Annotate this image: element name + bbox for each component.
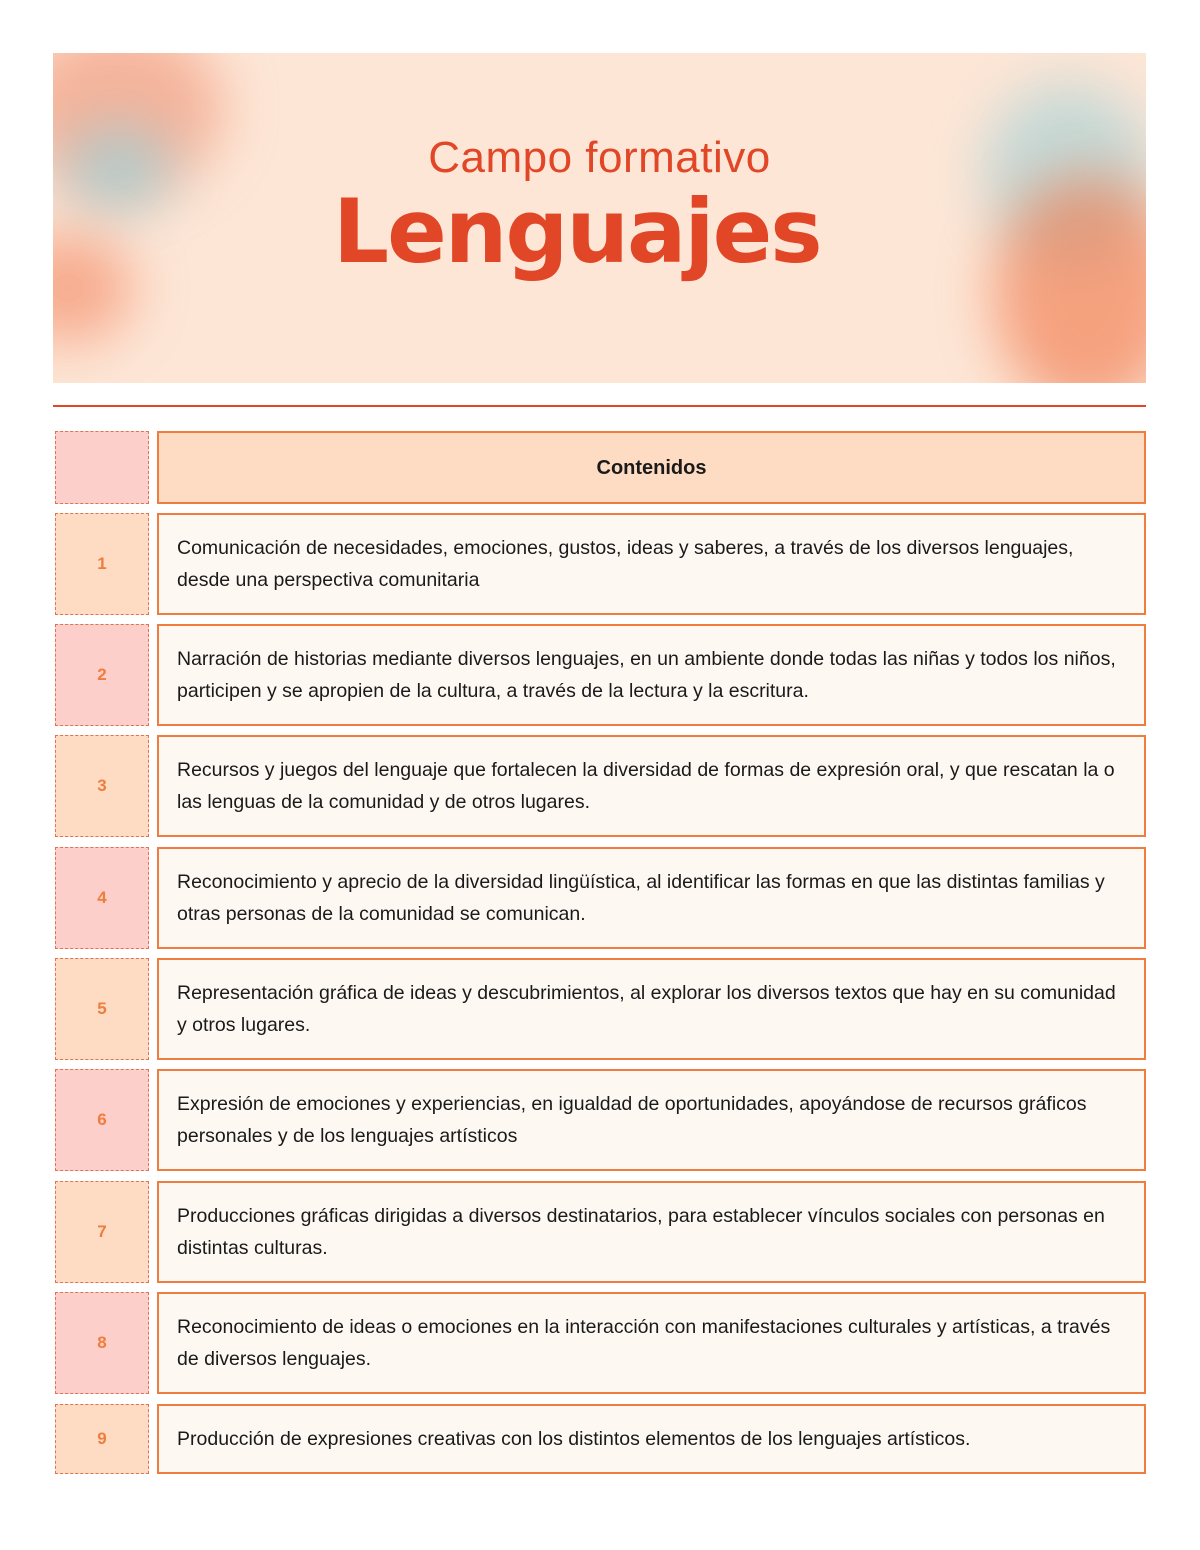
row-content-4: Reconocimiento y aprecio de la diversidad lingüística, al identificar las formas en que las distintas familias y otras personas de la comunidad se comunican. [157,847,1146,949]
decorative-gradient-blob [53,233,133,343]
header-banner [53,53,1146,383]
row-content-5: Representación gráfica de ideas y descubrimientos, al explorar los diversos textos que hay en su comunidad y otros lugares. [157,958,1146,1060]
row-content-9: Producción de expresiones creativas con los distintos elementos de los lenguajes artísticos. [157,1404,1146,1474]
row-number-8: 8 [55,1292,149,1394]
row-number-5: 5 [55,958,149,1060]
header-number-cell [55,431,149,504]
row-number-2: 2 [55,624,149,726]
row-number-7: 7 [55,1181,149,1283]
row-number-3: 3 [55,735,149,837]
row-number-6: 6 [55,1069,149,1171]
row-content-2: Narración de historias mediante diversos lenguajes, en un ambiente donde todas las niñas y todos los niños, participen y se apropien de la cultura, a través de la lectura y la escritura. [157,624,1146,726]
page-subtitle: Campo formativo [428,133,771,182]
row-number-1: 1 [55,513,149,615]
page-title: Lenguajes [333,180,821,283]
row-content-7: Producciones gráficas dirigidas a diversos destinatarios, para establecer vínculos sociales con personas en distintas culturas. [157,1181,1146,1283]
column-header-contenidos: Contenidos [157,431,1146,504]
row-number-9: 9 [55,1404,149,1474]
row-content-6: Expresión de emociones y experiencias, en igualdad de oportunidades, apoyándose de recursos gráficos personales y de los lenguajes artísticos [157,1069,1146,1171]
row-content-3: Recursos y juegos del lenguaje que fortalecen la diversidad de formas de expresión oral, y que rescatan la o las lenguas de la comunidad y de otros lugares. [157,735,1146,837]
divider-line [53,405,1146,407]
row-content-8: Reconocimiento de ideas o emociones en la interacción con manifestaciones culturales y artísticas, a través de diversos lenguajes. [157,1292,1146,1394]
row-content-1: Comunicación de necesidades, emociones, gustos, ideas y saberes, a través de los diversos lenguajes, desde una perspectiva comunitaria [157,513,1146,615]
row-number-4: 4 [55,847,149,949]
